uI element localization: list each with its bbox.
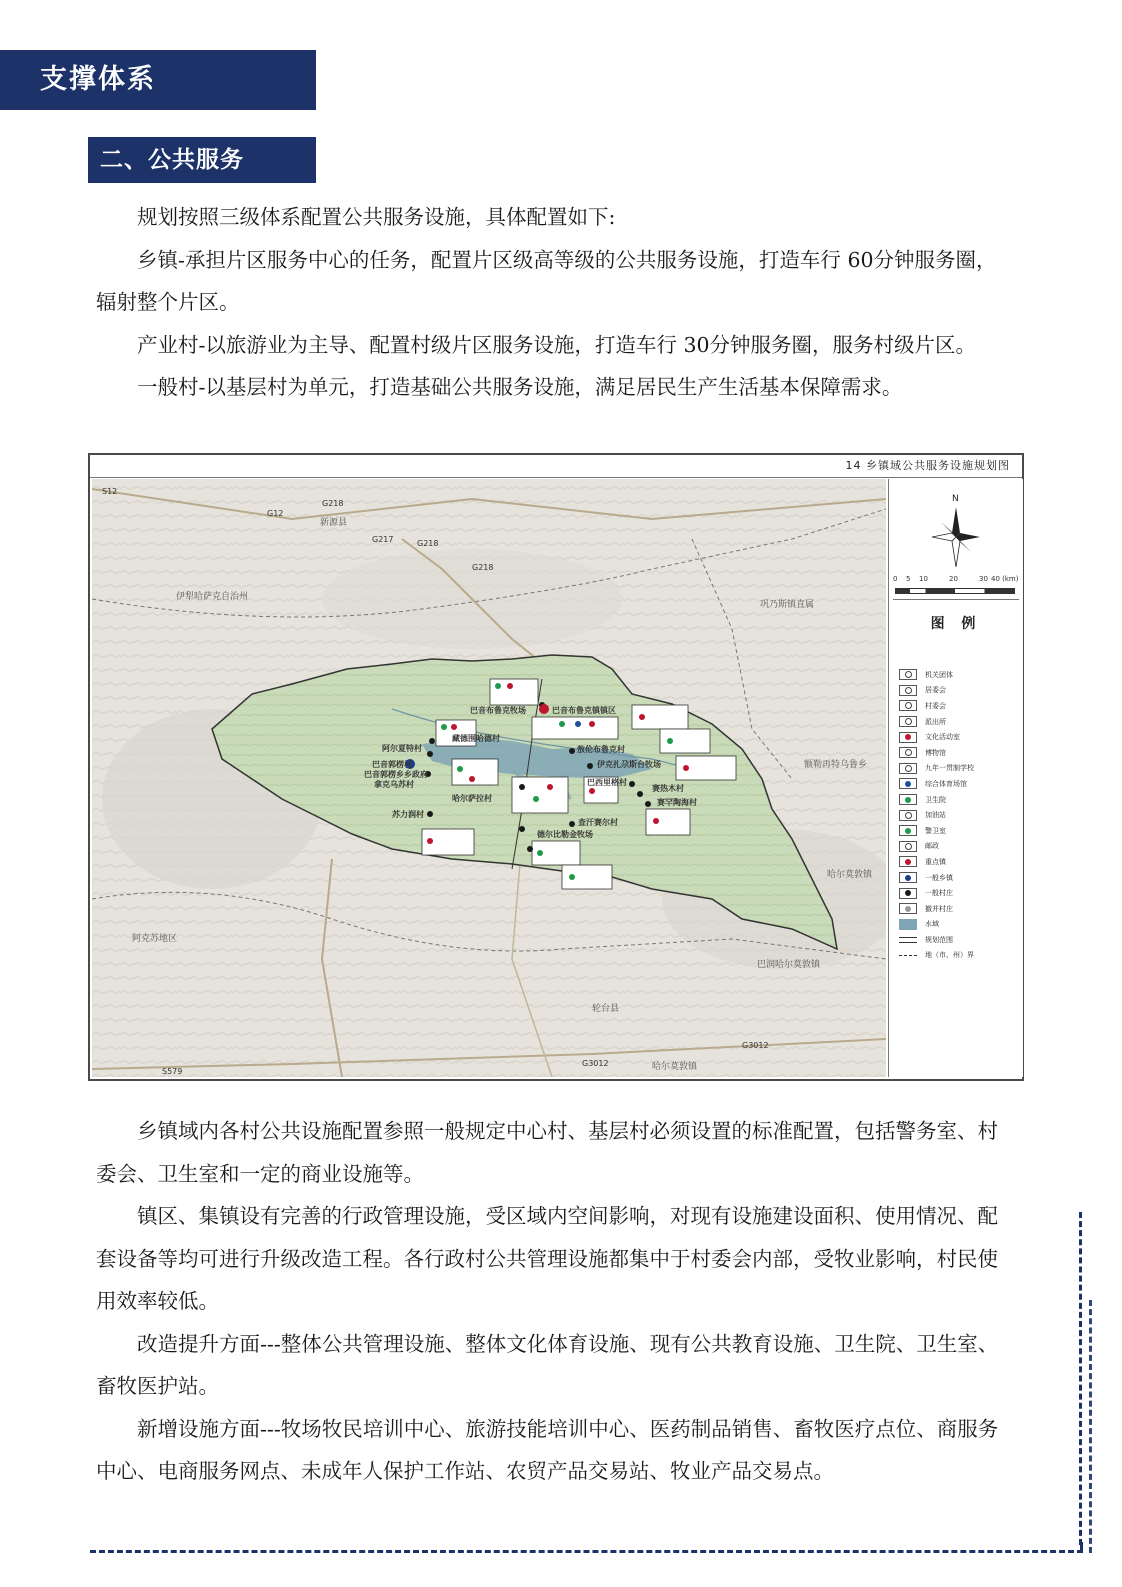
- map-title: 14 乡镇域公共服务设施规划图: [90, 455, 1022, 478]
- legend-symbol-icon: [899, 888, 917, 899]
- road-label: G218: [417, 539, 439, 548]
- legend-label: 规划范围: [925, 935, 953, 944]
- village-label: 哈尔萨拉村: [452, 794, 492, 803]
- legend-symbol-icon: [899, 778, 917, 789]
- paragraph: 乡镇域内各村公共设施配置参照一般规定中心村、基层村必须设置的标准配置，包括警务室、村委会、卫生室和一定的商业设施等。: [96, 1119, 998, 1186]
- decorative-border: [1073, 1212, 1082, 1545]
- legend-item: [899, 745, 974, 761]
- legend-symbol-icon: [899, 747, 917, 758]
- scale-tick: 40 (km): [991, 575, 1019, 583]
- village-label: 巴西里格村: [587, 778, 627, 787]
- scale-tick: 20: [949, 575, 958, 583]
- legend-label: 水域: [925, 920, 939, 929]
- legend-label: 邮政: [925, 842, 939, 851]
- region-label: 额勒再特乌鲁乡: [804, 760, 868, 770]
- legend-label: 派出所: [925, 717, 946, 726]
- region-label: 巴润哈尔莫敦镇: [757, 960, 821, 970]
- road-label: G12: [267, 509, 284, 518]
- legend-label: 机关团体: [925, 670, 953, 679]
- legend-label: 一般村庄: [925, 889, 953, 898]
- village-label: 巴音郭楞村: [372, 760, 412, 769]
- legend-label: 文化活动室: [925, 733, 960, 742]
- road-label: S12: [102, 487, 118, 496]
- map-canvas: [92, 479, 886, 1077]
- legend-label: 卫生院: [925, 795, 946, 804]
- paragraph: 一般村-以基层村为单元，打造基础公共服务设施，满足居民生产生活基本保障需求。: [137, 375, 903, 399]
- intro-text: [96, 196, 1011, 409]
- legend-item: [899, 932, 974, 948]
- legend-symbol-icon: [899, 841, 917, 852]
- village-label: 巴音布鲁克牧场: [470, 706, 526, 715]
- road-label: G217: [372, 535, 394, 544]
- decorative-border: [1083, 1300, 1092, 1553]
- region-label: 阿克苏地区: [132, 934, 178, 944]
- legend-label: 警卫室: [925, 826, 946, 835]
- scale-tick: 30: [979, 575, 988, 583]
- legend-symbol-icon: [899, 955, 917, 956]
- legend-item: [899, 823, 974, 839]
- region-label: 伊犁哈萨克自治州: [176, 592, 249, 602]
- legend-symbol-icon: [899, 919, 917, 930]
- legend-symbol-icon: [899, 794, 917, 805]
- village-label: 巴音郭楞乡乡政府: [364, 770, 428, 779]
- legend-symbol-icon: [899, 732, 917, 743]
- legend-item: [899, 917, 974, 933]
- legend-item: [899, 667, 974, 683]
- village-label: 伊克扎尕斯台牧场: [597, 760, 661, 769]
- legend-symbol-icon: [899, 903, 917, 914]
- legend-symbol-icon: [899, 669, 917, 680]
- legend-label: 加油站: [925, 811, 946, 820]
- legend-item: [899, 698, 974, 714]
- section-title: 支撑体系: [0, 50, 316, 110]
- legend-item: [899, 839, 974, 855]
- legend-item: [899, 854, 974, 870]
- village-label: 藏德围哈德村: [452, 734, 500, 743]
- legend-item: [899, 761, 974, 777]
- road-label: G218: [322, 499, 344, 508]
- paragraph: 镇区、集镇设有完善的行政管理设施，受区域内空间影响，对现有设施建设面积、使用情况、配套设备等均可进行升级改造工程。各行政村公共管理设施都集中于村委会内部，受牧业影响，村民使用效率较低。: [96, 1204, 998, 1313]
- legend-symbol-icon: [899, 810, 917, 821]
- legend-symbol-icon: [899, 685, 917, 696]
- subsection-title: 二、公共服务: [88, 137, 316, 183]
- region-label: 新源县: [320, 518, 348, 528]
- legend-label: 一般乡镇: [925, 873, 953, 882]
- legend-label: 地（市、州）界: [925, 951, 974, 960]
- legend-item: [899, 714, 974, 730]
- legend-title: 图 例: [930, 616, 982, 632]
- legend-item: [899, 870, 974, 886]
- legend-label: 综合体育场馆: [925, 779, 967, 788]
- legend-item: [899, 776, 974, 792]
- paragraph: 乡镇-承担片区服务中心的任务，配置片区级高等级的公共服务设施，打造车行 60分钟服务圈，辐射整个片区。: [96, 247, 997, 314]
- legend-item: [899, 885, 974, 901]
- village-label: 拿克乌苏村: [374, 780, 414, 789]
- map-legend-panel: [888, 479, 1023, 1077]
- road-label: G218: [472, 563, 494, 572]
- legend-symbol-icon: [899, 716, 917, 727]
- legend-item: [899, 683, 974, 699]
- village-label: 阿尔夏特村: [382, 744, 422, 753]
- legend-symbol-icon: [899, 937, 917, 943]
- legend-item: [899, 729, 974, 745]
- compass-icon: [929, 489, 983, 569]
- road-label: S579: [162, 1067, 183, 1076]
- legend-item: [899, 807, 974, 823]
- road-label: G3012: [582, 1059, 609, 1068]
- legend-item: [899, 792, 974, 808]
- legend-symbol-icon: [899, 763, 917, 774]
- legend-label: 博物馆: [925, 748, 946, 757]
- region-label: 巩乃斯镇直属: [760, 600, 815, 610]
- legend-list: [899, 667, 974, 963]
- legend-item: [899, 948, 974, 964]
- body-text: [96, 1110, 1011, 1493]
- paragraph: 改造提升方面---整体公共管理设施、整体文化体育设施、现有公共教育设施、卫生院、卫生室、畜牧医护站。: [96, 1331, 999, 1398]
- paragraph: 规划按照三级体系配置公共服务设施，具体配置如下:: [137, 205, 616, 229]
- village-label: 赛热木村: [652, 784, 684, 793]
- legend-symbol-icon: [899, 872, 917, 883]
- legend-symbol-icon: [899, 700, 917, 711]
- village-label: 德尔比勒金牧场: [537, 830, 593, 839]
- village-label: 查汗赛尔村: [578, 818, 618, 827]
- legend-label: 居委会: [925, 686, 946, 695]
- decorative-border: [90, 1542, 1083, 1553]
- north-label: N: [952, 494, 959, 504]
- region-label: 哈尔莫敦镇: [827, 870, 873, 880]
- road-label: G3012: [742, 1041, 769, 1050]
- region-label: 轮台县: [592, 1004, 620, 1014]
- legend-label: 重点镇: [925, 857, 946, 866]
- legend-symbol-icon: [899, 856, 917, 867]
- legend-label: 撤并村庄: [925, 904, 953, 913]
- planning-map: [88, 453, 1024, 1081]
- village-label: 敖伦布鲁克村: [577, 745, 625, 754]
- legend-label: 九年一贯制学校: [925, 764, 974, 773]
- scale-tick: 0: [893, 575, 898, 583]
- village-label: 苏力润村: [392, 810, 424, 819]
- legend-symbol-icon: [899, 825, 917, 836]
- legend-label: 村委会: [925, 701, 946, 710]
- paragraph: 产业村-以旅游业为主导、配置村级片区服务设施，打造车行 30分钟服务圈，服务村级片区。: [137, 332, 977, 357]
- village-label: 赛罕陶海村: [657, 798, 697, 807]
- village-label: 巴音布鲁克镇镇区: [552, 706, 616, 715]
- paragraph: 新增设施方面---牧场牧民培训中心、旅游技能培训中心、医药制品销售、畜牧医疗点位、商服务中心、电商服务网点、未成年人保护工作站、农贸产品交易站、牧业产品交易点。: [96, 1416, 999, 1483]
- legend-item: [899, 901, 974, 917]
- scale-tick: 10: [919, 575, 928, 583]
- region-label: 哈尔莫敦镇: [652, 1062, 698, 1072]
- scale-bar: [893, 575, 1019, 600]
- scale-tick: 5: [906, 575, 911, 583]
